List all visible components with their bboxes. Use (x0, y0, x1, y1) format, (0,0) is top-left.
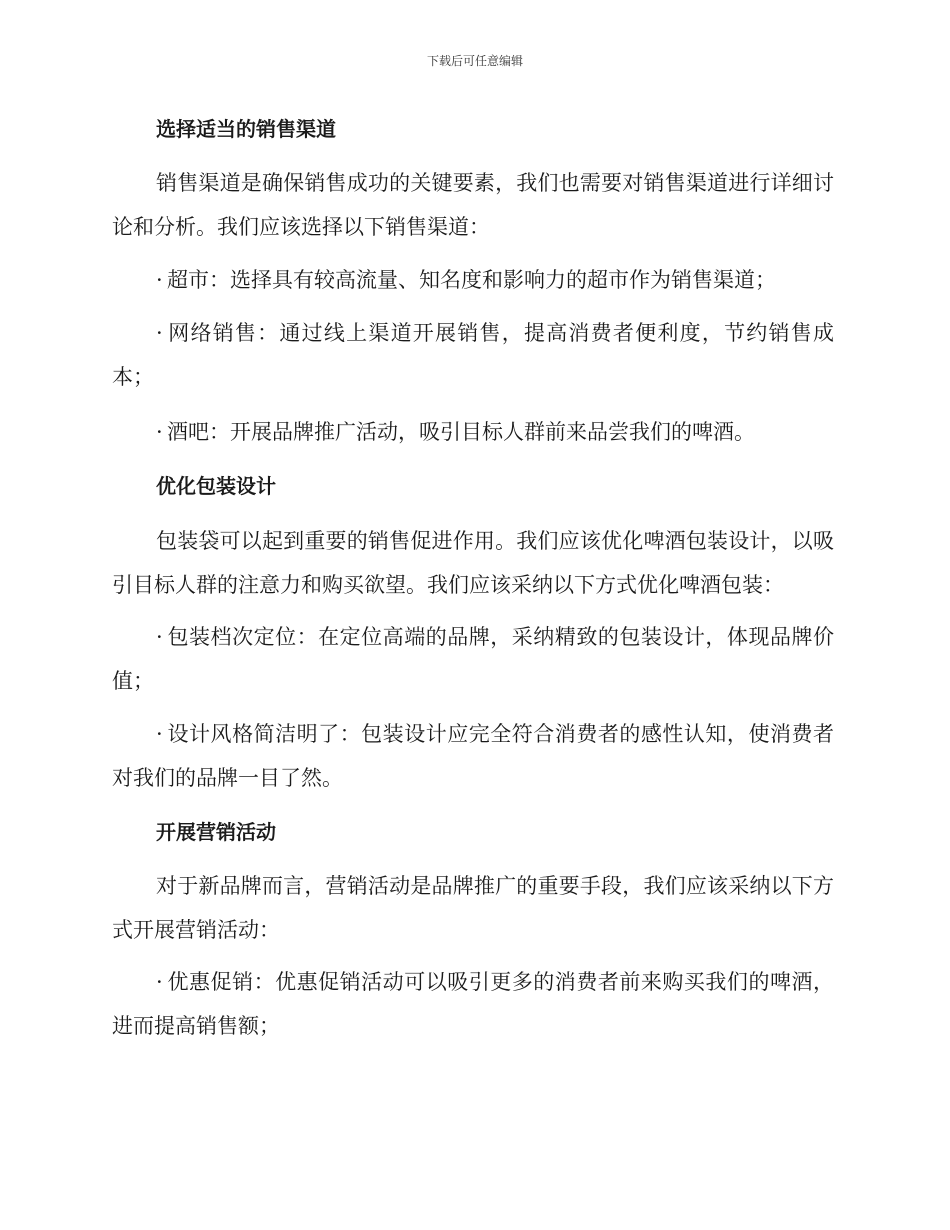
bullet-mark: · (156, 268, 163, 292)
bullet-item-promotion (112, 960, 834, 1048)
section-heading-sales-channels: 选择适当的销售渠道 (156, 117, 336, 141)
bullet-text: 网络销售：通过线上渠道开展销售，提高消费者便利度，节约销售成本； (112, 321, 834, 389)
bullet-mark: · (156, 625, 163, 649)
bullet-text: 酒吧：开展品牌推广活动，吸引目标人群前来品尝我们的啤酒。 (167, 420, 755, 444)
bullet-mark: · (156, 321, 163, 345)
bullet-mark: · (156, 970, 163, 994)
section-intro-marketing: 对于新品牌而言，营销活动是品牌推广的重要手段，我们应该采纳以下方式开展营销活动： (112, 874, 834, 942)
bullet-text: 包装档次定位：在定位高端的品牌，采纳精致的包装设计，体现品牌价值； (112, 625, 834, 693)
bullet-text: 优惠促销：优惠促销活动可以吸引更多的消费者前来购买我们的啤酒，进而提高销售额； (112, 970, 834, 1038)
bullet-text: 超市：选择具有较高流量、知名度和影响力的超市作为销售渠道； (167, 268, 776, 292)
section-intro-packaging: 包装袋可以起到重要的销售促进作用。我们应该优化啤酒包装设计，以吸引目标人群的注意力和购买欲望。我们应该采纳以下方式优化啤酒包装： (112, 529, 834, 597)
section-heading-marketing: 开展营销活动 (156, 820, 276, 844)
bullet-item-online-sales (112, 311, 834, 399)
bullet-mark: · (156, 420, 163, 444)
bullet-item-design-style (112, 712, 834, 800)
section-heading-packaging: 优化包装设计 (156, 474, 276, 498)
bullet-text: 设计风格简洁明了：包装设计应完全符合消费者的感性认知，使消费者对我们的品牌一目了然。 (112, 722, 834, 790)
bullet-item-positioning (112, 615, 834, 703)
bullet-item-bar (112, 410, 834, 454)
bullet-item-supermarket (112, 258, 834, 302)
page-header: 下载后可任意编辑 (426, 54, 523, 68)
bullet-mark: · (156, 722, 163, 746)
section-intro-sales-channels: 销售渠道是确保销售成功的关键要素，我们也需要对销售渠道进行详细讨论和分析。我们应该选择以下销售渠道： (112, 171, 834, 239)
